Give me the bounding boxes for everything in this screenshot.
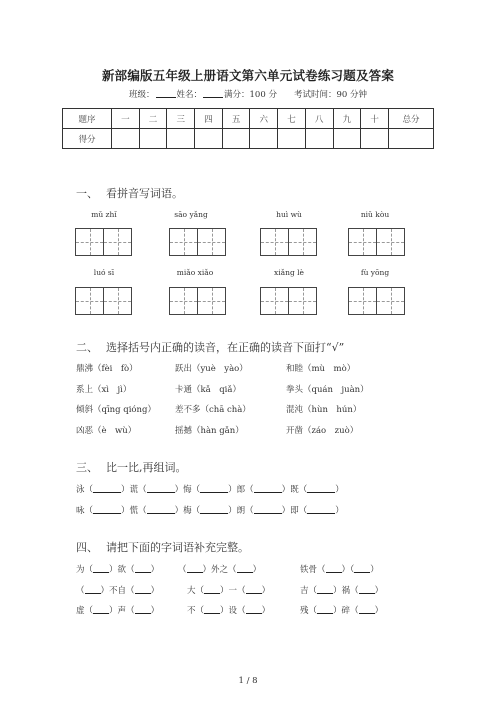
idiom-item: 不（ ）设（ ）: [187, 606, 271, 616]
score-header-cell: 九: [333, 109, 361, 129]
idiom-item: 吉（ ）祸（ ）: [300, 586, 384, 596]
pinyin-label: xiǎng lè: [274, 268, 304, 277]
class-blank: [156, 97, 176, 98]
compare-char: 悔: [183, 485, 192, 495]
score-cell[interactable]: [112, 129, 140, 149]
answer-blank[interactable]: [204, 593, 220, 594]
pinyin-label: fù yōng: [360, 268, 390, 277]
section-title: 选择括号内正确的读音，在正确的读音下面打“√”: [106, 341, 345, 354]
writing-grid[interactable]: [260, 228, 317, 256]
exam-info: [0, 88, 496, 100]
answer-blank[interactable]: [354, 572, 370, 573]
section-title: 比一比,再组词。: [106, 461, 187, 474]
compare-char: 既: [290, 485, 299, 495]
reading-item[interactable]: 和睦（mù mò）: [286, 364, 356, 374]
pinyin-label: miǎo xiǎo: [176, 268, 214, 277]
full-score: 满分：100 分: [224, 90, 277, 100]
page-number: 1 / 8: [238, 676, 258, 686]
compare-char: 慌: [129, 506, 139, 516]
idiom-item: 残（ ）碎（ ）: [300, 606, 384, 616]
score-header-cell: 六: [250, 109, 278, 129]
name-label: 姓名：: [176, 90, 203, 100]
answer-blank[interactable]: [187, 572, 203, 573]
score-header-cell: 总分: [389, 109, 434, 129]
section-1-heading: [76, 185, 183, 201]
idiom-item: 虚（ ）声（ ）: [76, 606, 160, 616]
score-cell[interactable]: [167, 129, 195, 149]
compare-row: 咏（ ）慌（ ）梅（ ）朗（ ）即（ ）: [76, 506, 344, 516]
score-cell[interactable]: [139, 129, 167, 149]
score-cell[interactable]: [333, 129, 361, 149]
answer-blank[interactable]: [307, 492, 335, 493]
answer-blank[interactable]: [135, 593, 151, 594]
compare-char: 泳: [76, 485, 85, 495]
answer-blank[interactable]: [317, 593, 333, 594]
reading-item[interactable]: 差不多（chā chà）: [175, 405, 251, 415]
answer-blank[interactable]: [254, 492, 282, 493]
score-header-cell: 三: [167, 109, 195, 129]
writing-grid[interactable]: [348, 287, 405, 315]
score-header-cell: 一: [112, 109, 140, 129]
reading-item[interactable]: 倾斜（qīng qióng）: [76, 405, 156, 415]
reading-item[interactable]: 混沌（hùn hún）: [286, 405, 362, 415]
answer-blank[interactable]: [326, 572, 342, 573]
reading-item[interactable]: 系上（xì jì）: [76, 385, 132, 395]
score-cell[interactable]: [305, 129, 333, 149]
reading-item[interactable]: 拳头（quán juàn）: [286, 385, 369, 395]
answer-blank[interactable]: [254, 513, 282, 514]
section-number: 三、: [76, 461, 98, 474]
writing-grid[interactable]: [260, 287, 317, 315]
pinyin-label: niǔ kòu: [360, 210, 390, 219]
reading-item[interactable]: 卡通（kǎ qiǎ）: [175, 385, 241, 395]
score-header-cell: 五: [222, 109, 250, 129]
answer-blank[interactable]: [359, 613, 375, 614]
answer-blank[interactable]: [135, 572, 151, 573]
section-3-heading: [76, 459, 187, 475]
answer-blank[interactable]: [200, 513, 228, 514]
answer-blank[interactable]: [307, 513, 335, 514]
answer-blank[interactable]: [147, 492, 175, 493]
score-header-cell: 四: [195, 109, 223, 129]
pinyin-label: sāo yǎng: [174, 210, 208, 219]
idiom-item: 铁骨（ ）（ ）: [300, 565, 379, 575]
idiom-item: （ ）不自（ ）: [76, 586, 160, 596]
score-header-cell: 七: [278, 109, 306, 129]
compare-char: 梅: [183, 506, 192, 516]
score-table-score-row: [63, 129, 434, 149]
score-table: [62, 108, 434, 149]
answer-blank[interactable]: [317, 613, 333, 614]
reading-item[interactable]: 跃出（yuè yào）: [175, 364, 248, 374]
compare-char: 郎: [236, 485, 246, 495]
page-title: 新部编版五年级上册语文第六单元试卷练习题及答案: [101, 68, 395, 83]
reading-item[interactable]: 鼎沸（fèi fò）: [76, 364, 138, 374]
score-header-cell: 二: [139, 109, 167, 129]
reading-item[interactable]: 开凿（záo zuò）: [286, 426, 359, 436]
idiom-item: 大（ ）一（ ）: [187, 586, 271, 596]
score-cell[interactable]: [250, 129, 278, 149]
answer-blank[interactable]: [147, 513, 175, 514]
writing-grid[interactable]: [169, 287, 226, 315]
compare-char: 即: [290, 506, 299, 516]
section-2-heading: [76, 339, 344, 355]
name-blank: [203, 97, 223, 98]
score-cell[interactable]: [389, 129, 434, 149]
compare-row: 泳（ ）谎（ ）悔（ ）郎（ ）既（ ）: [76, 485, 344, 495]
score-row-label: 得分: [63, 129, 112, 149]
idiom-item: 为（ ）欲（ ）: [76, 565, 160, 575]
compare-char: 谎: [129, 485, 139, 495]
answer-blank[interactable]: [135, 613, 151, 614]
idiom-item: （ ）外之（ ）: [178, 565, 262, 575]
section-title: 请把下面的字词语补充完整。: [106, 541, 249, 554]
answer-blank[interactable]: [93, 513, 121, 514]
writing-grid[interactable]: [348, 228, 405, 256]
writing-grid[interactable]: [75, 287, 132, 315]
score-header-cell: 十: [361, 109, 389, 129]
answer-blank[interactable]: [204, 613, 220, 614]
score-header-cell: 八: [305, 109, 333, 129]
section-title: 看拼音写词语。: [106, 187, 183, 200]
score-table-header-row: [63, 109, 434, 129]
writing-grid[interactable]: [169, 228, 226, 256]
section-number: 一、: [76, 187, 98, 200]
reading-item[interactable]: 摇撼（hàn gǎn）: [175, 426, 244, 436]
exam-time: 考试时间：90 分钟: [293, 90, 367, 100]
answer-blank[interactable]: [93, 492, 121, 493]
writing-grid[interactable]: [75, 228, 132, 256]
compare-char: 朗: [236, 506, 246, 516]
answer-blank[interactable]: [93, 572, 109, 573]
answer-blank[interactable]: [93, 613, 109, 614]
answer-blank[interactable]: [237, 572, 253, 573]
score-cell[interactable]: [195, 129, 223, 149]
pinyin-label: huì wù: [276, 210, 302, 219]
score-cell[interactable]: [361, 129, 389, 149]
section-number: 二、: [76, 341, 98, 354]
section-4-heading: [76, 539, 249, 555]
pinyin-label: mǔ zhǐ: [91, 210, 117, 219]
score-header-cell: 题序: [63, 109, 112, 129]
score-cell[interactable]: [222, 129, 250, 149]
section-number: 四、: [76, 541, 98, 554]
score-cell[interactable]: [278, 129, 306, 149]
answer-blank[interactable]: [359, 593, 375, 594]
answer-blank[interactable]: [246, 613, 262, 614]
answer-blank[interactable]: [246, 593, 262, 594]
class-label: 班级：: [128, 90, 155, 100]
answer-blank[interactable]: [85, 593, 101, 594]
answer-blank[interactable]: [200, 492, 228, 493]
reading-item[interactable]: 凶恶（è wù）: [76, 426, 137, 436]
compare-char: 咏: [76, 506, 85, 516]
pinyin-label: luó sī: [93, 268, 115, 277]
